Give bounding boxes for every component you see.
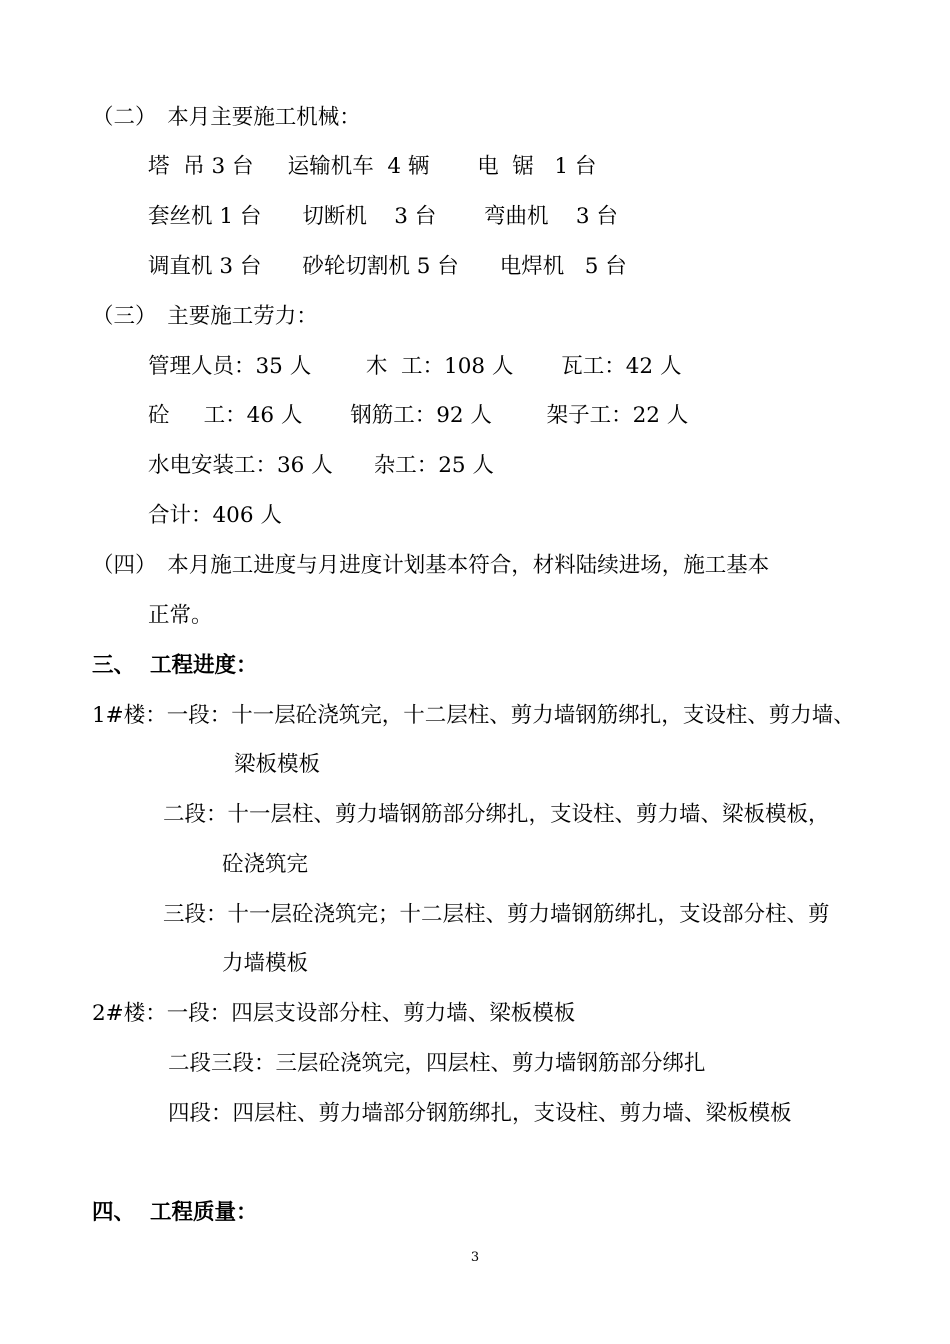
- building2-line-2: 二段三段：三层砼浇筑完，四层柱、剪力墙钢筋部分绑扎: [168, 1051, 706, 1076]
- building2-line-1: 2#楼：一段：四层支设部分柱、剪力墙、梁板模板: [92, 1001, 576, 1026]
- building2-line-3: 四段：四层柱、剪力墙部分钢筋绑扎，支设柱、剪力墙、梁板模板: [168, 1101, 792, 1126]
- page-number: 3: [470, 1250, 480, 1265]
- labor-row-1: 管理人员：35 人 木 工：108 人 瓦工：42 人: [148, 354, 682, 379]
- building1-line-6: 力墙模板: [222, 951, 309, 976]
- machinery-row-1: 塔 吊 3 台 运输机车 4 辆 电 锯 1 台: [148, 154, 597, 179]
- section3-heading: （三） 主要施工劳力：: [92, 304, 318, 329]
- labor-row-3: 水电安装工：36 人 杂工：25 人: [148, 453, 494, 478]
- section4-line-1: （四） 本月施工进度与月进度计划基本符合，材料陆续进场，施工基本: [92, 553, 770, 578]
- machinery-row-2: 套丝机 1 台 切断机 3 台 弯曲机 3 台: [148, 204, 618, 229]
- building1-line-2: 梁板模板: [234, 752, 321, 777]
- labor-total: 合计：406 人: [148, 503, 282, 528]
- labor-row-2: 砼 工：46 人 钢筋工：92 人 架子工：22 人: [148, 403, 689, 428]
- building1-line-5: 三段：十一层砼浇筑完；十二层柱、剪力墙钢筋绑扎，支设部分柱、剪: [163, 902, 830, 927]
- machinery-row-3: 调直机 3 台 砂轮切割机 5 台 电焊机 5 台: [148, 254, 627, 279]
- building1-line-1: 1#楼：一段：十一层砼浇筑完，十二层柱、剪力墙钢筋绑扎，支设柱、剪力墙、: [92, 703, 855, 728]
- section4-line-2: 正常。: [148, 603, 213, 628]
- building1-line-3: 二段：十一层柱、剪力墙钢筋部分绑扎，支设柱、剪力墙、梁板模板，: [163, 802, 830, 827]
- section2-heading: （二） 本月主要施工机械：: [92, 105, 361, 130]
- building1-line-4: 砼浇筑完: [222, 852, 309, 877]
- progress-heading: 三、 工程进度：: [92, 653, 258, 678]
- quality-heading: 四、 工程质量：: [92, 1200, 258, 1225]
